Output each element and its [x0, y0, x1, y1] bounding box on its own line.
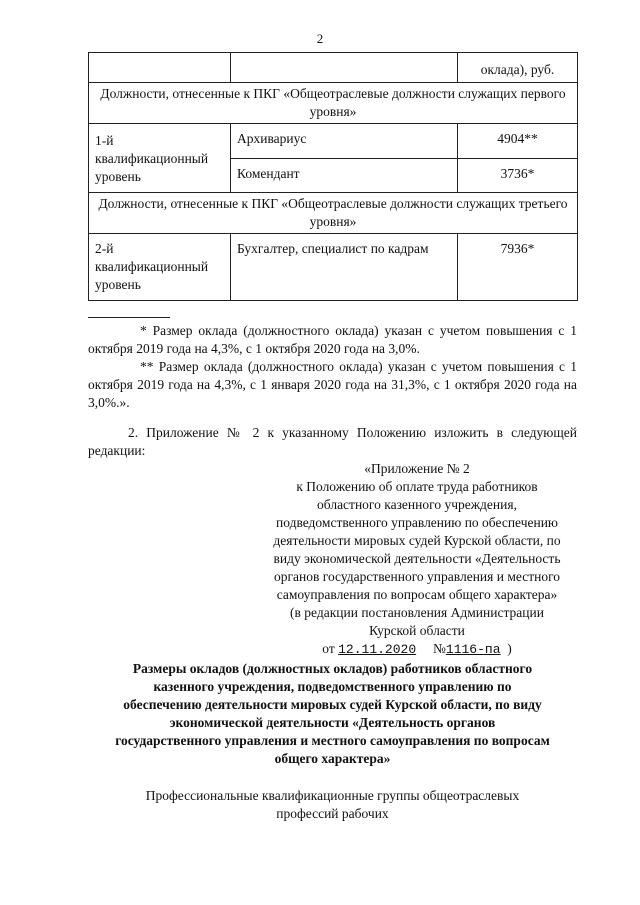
salary-header-tail: оклада), руб.: [458, 53, 578, 83]
table-row: [89, 234, 578, 301]
appendix-line: виду экономической деятельности «Деятельность: [273, 551, 561, 566]
document-title: [88, 660, 577, 768]
table-row: [89, 193, 578, 234]
qualification-level: 1-й квалификационный уровень: [89, 124, 231, 193]
number-prefix: №: [433, 641, 446, 656]
appendix-block: [252, 460, 582, 659]
date-prefix: от: [322, 641, 335, 656]
position-name: Бухгалтер, специалист по кадрам: [231, 234, 458, 301]
title-line: Размеры окладов (должностных окладов) работников областного: [132, 661, 533, 676]
footnote-double-star: ** Размер оклада (должностного оклада) указан с учетом повышения с 1 октября 2019 года на 4,3%, с 1 января 2020 года на 31,3%, с 1 октября 2020 года на 3,0%.».: [88, 359, 577, 410]
amendment-paragraph: 2. Приложение № 2 к указанному Положению изложить в следующей редакции:: [88, 425, 577, 458]
appendix-line: органов государственного управления и местного: [273, 569, 561, 584]
salary-value: 4904**: [458, 124, 578, 159]
appendix-line: к Положению об оплате труда работников: [296, 479, 538, 494]
table-cell: [89, 53, 231, 83]
appendix-line: областного казенного учреждения,: [317, 497, 517, 512]
subtitle-line: Профессиональные квалификационные группы общеотраслевых: [145, 788, 520, 803]
salary-value: 7936*: [458, 234, 578, 301]
subtitle-line: профессий рабочих: [276, 806, 389, 821]
group-title-third-level: Должности, отнесенные к ПКГ «Общеотраслевые должности служащих третьего уровня»: [89, 193, 578, 234]
number-value: 1116-па: [445, 642, 501, 657]
footnote-rule: [88, 317, 170, 318]
appendix-line: Курской области: [369, 623, 465, 638]
title-line: государственного управления и местного самоуправления по вопросам: [115, 733, 550, 748]
salary-value: 3736*: [458, 158, 578, 193]
appendix-line: подведомственного управлению по обеспечению: [275, 515, 559, 530]
page-number: 2: [316, 31, 324, 46]
table-cell: [231, 53, 458, 83]
table-row: [89, 53, 578, 83]
position-name: Комендант: [231, 158, 458, 193]
table-row: [89, 83, 578, 124]
footnote-single-star: * Размер оклада (должностного оклада) указан с учетом повышения с 1 октября 2019 года на 4,3%, с 1 октября 2020 года на 3,0%.: [88, 323, 577, 356]
title-line: экономической деятельности «Деятельность органов: [169, 715, 496, 730]
salary-table: [88, 52, 578, 301]
title-line: обеспечению деятельности мировых судей Курской области, по виду: [123, 697, 542, 712]
qualification-level: 2-й квалификационный уровень: [89, 234, 231, 301]
title-line: общего характера»: [274, 751, 391, 766]
closing-paren: ): [507, 641, 512, 656]
position-name: Архивариус: [231, 124, 458, 159]
appendix-date-line: [252, 640, 582, 659]
table-row: [89, 124, 578, 159]
appendix-line: (в редакции постановления Администрации: [290, 605, 544, 620]
date-value: 12.11.2020: [338, 642, 417, 657]
section-subtitle: [88, 787, 577, 823]
appendix-line: самоуправления по вопросам общего характера»: [276, 587, 558, 602]
title-line: казенного учреждения, подведомственного управлению по: [153, 679, 512, 694]
group-title-first-level: Должности, отнесенные к ПКГ «Общеотраслевые должности служащих первого уровня»: [89, 83, 578, 124]
appendix-line: «Приложение № 2: [364, 461, 470, 476]
appendix-line: деятельности мировых судей Курской области, по: [273, 533, 561, 548]
